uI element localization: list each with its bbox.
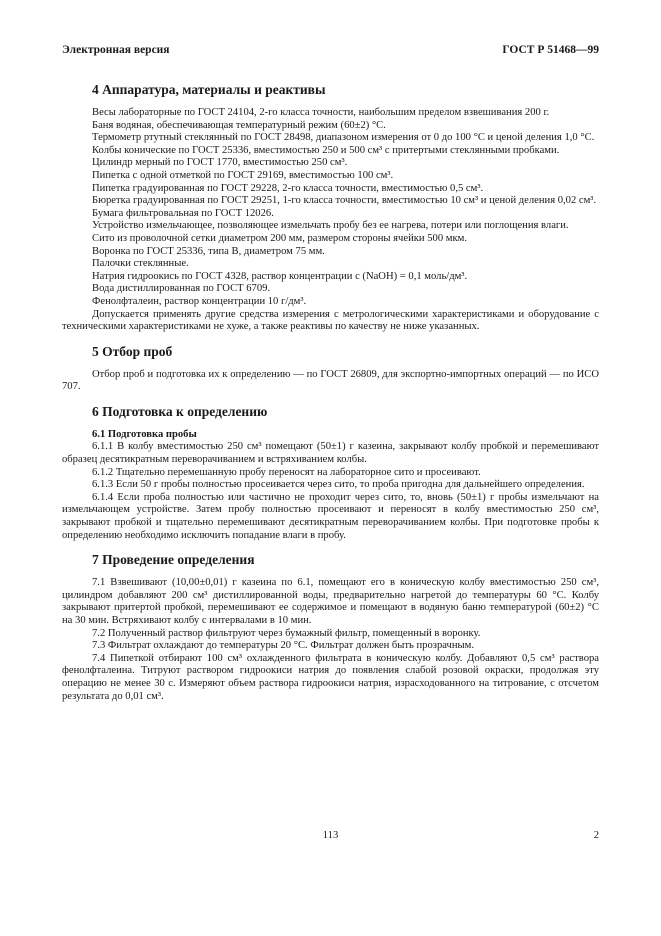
- s7-paragraph: 7.1 Взвешивают (10,00±0,01) г казеина по 6.1, помещают его в коническую колбу вместимостью 250 см³, цилиндром добавляют 200 см³ дистиллированной воды, предварительно нагретой до температуры 60 °С. Колбу закрывают притертой пробкой, перемешивают ее содержимое и помещают в водяную баню температурой (60±2) °С на 30 мин. Встряхивают колбу с интервалами в 10 мин.: [62, 577, 599, 626]
- s4-paragraph: Пипетка градуированная по ГОСТ 29228, 2-го класса точности, вместимостью 0,5 см³.: [92, 182, 484, 194]
- s4-paragraph: Весы лабораторные по ГОСТ 24104, 2-го класса точности, наибольшим пределом взвешивания 200 г.: [92, 107, 550, 118]
- sheet-number: 2: [593, 830, 599, 841]
- s4-paragraph: Фенолфталеин, раствор концентрации 10 г/дм³.: [92, 295, 307, 307]
- s7-paragraph: 7.3 Фильтрат охлаждают до температуры 20 °С. Фильтрат должен быть прозрачным.: [92, 640, 474, 652]
- s6-paragraph: 6.1.4 Если проба полностью или частично не проходит через сито, то, вновь (50±1) г пробы измельчают на измельчающем устройстве. Затем пробу полностью просеивают и переносят в колбу вместимостью 250 см³, закрывают пробкой и тщательно перемешивают десятикратным переворачиванием колбы. При подготовке пробы к определению необходимо исключить попадание влаги в пробу.: [62, 491, 599, 541]
- s6-paragraph: 6.1.3 Если 50 г пробы полностью просеивается через сито, то проба пригодна для дальнейшего определения.: [92, 479, 585, 491]
- header-standard-code: ГОСТ Р 51468—99: [502, 44, 599, 56]
- s7-paragraph: 7.2 Полученный раствор фильтруют через бумажный фильтр, помещенный в воронку.: [92, 627, 481, 639]
- section-6-title: 6 Подготовка к определению: [92, 403, 268, 419]
- subsection-6-1-title: 6.1 Подготовка пробы: [92, 428, 197, 440]
- section-5-title: 5 Отбор проб: [92, 343, 173, 359]
- s4-paragraph: Вода дистиллированная по ГОСТ 6709.: [92, 283, 271, 295]
- s4-paragraph: Воронка по ГОСТ 25336, типа В, диаметром 75 мм.: [92, 245, 325, 257]
- page-number: 113: [322, 830, 339, 841]
- s4-paragraph: Бюретка градуированная по ГОСТ 29251, 1-го класса точности, вместимостью 10 см³ и ценой деления 0,02 см³.: [92, 195, 597, 207]
- s4-paragraph: Пипетка с одной отметкой по ГОСТ 29169, вместимостью 100 см³.: [92, 169, 394, 181]
- s4-paragraph: Сито из проволочной сетки диаметром 200 мм, размером стороны ячейки 500 мкм.: [92, 232, 467, 244]
- document-body: [62, 72, 599, 703]
- section-7-title: 7 Проведение определения: [92, 552, 255, 568]
- s4-paragraph: Баня водяная, обеспечивающая температурный режим (60±2) °С.: [92, 119, 386, 131]
- s4-paragraph: Допускается применять другие средства измерения с метрологическими характеристиками и оборудование с техническими характеристиками не хуже, а также реактивы по качеству не ниже указанных.: [62, 308, 599, 333]
- s4-paragraph: Бумага фильтровальная по ГОСТ 12026.: [92, 207, 274, 219]
- s4-paragraph: Колбы конические по ГОСТ 25336, вместимостью 250 и 500 см³ с притертыми стеклянными пробками.: [92, 144, 560, 156]
- s7-paragraph: 7.4 Пипеткой отбирают 100 см³ охлажденного фильтрата в коническую колбу. Добавляют 0,5 см³ раствора фенолфталеина. Титруют раствором гидроокиси натрия до появления слабой розовой окраски, продолжая эту операцию не менее 30 с. Измеряют объем раствора гидроокиси натрия, израсходованного на титрование, с отсчетом результата до 0,01 см³.: [62, 652, 599, 702]
- s4-paragraph: Палочки стеклянные.: [92, 258, 189, 270]
- s6-paragraph: 6.1.2 Тщательно перемешанную пробу переносят на лабораторное сито и просеивают.: [92, 466, 481, 478]
- header-edition-label: Электронная версия: [62, 44, 170, 56]
- section-4-title: 4 Аппаратура, материалы и реактивы: [92, 82, 326, 97]
- s4-paragraph: Цилиндр мерный по ГОСТ 1770, вместимостью 250 см³.: [92, 157, 348, 169]
- s5-paragraph: Отбор проб и подготовка их к определению — по ГОСТ 26809, для экспортно-импортных операций — по ИСО 707.: [62, 368, 599, 393]
- s4-paragraph: Натрия гидроокись по ГОСТ 4328, раствор концентрации c (NaOH) = 0,1 моль/дм³.: [92, 270, 468, 282]
- s6-paragraph: 6.1.1 В колбу вместимостью 250 см³ помещают (50±1) г казеина, закрывают колбу пробкой и перемешивают образец десятикратным переворачиванием и встряхиванием колбы.: [62, 441, 599, 466]
- s4-paragraph: Устройство измельчающее, позволяющее измельчать пробу без ее нагрева, потери или поглощения влаги.: [92, 220, 569, 232]
- s4-paragraph: Термометр ртутный стеклянный по ГОСТ 28498, диапазоном измерения от 0 до 100 °С и ценой деления 1,0 °С.: [92, 132, 595, 144]
